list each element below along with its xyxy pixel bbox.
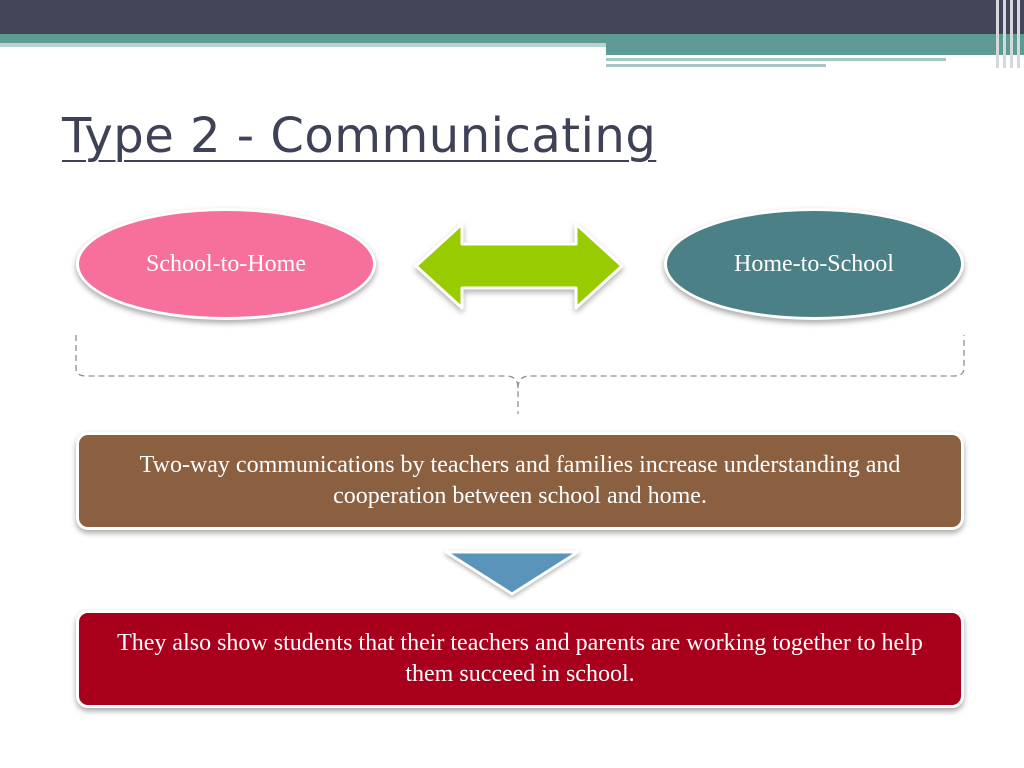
home-to-school-node	[664, 208, 964, 320]
down-arrow-icon	[440, 548, 584, 600]
dashed-bracket	[70, 330, 970, 420]
school-to-home-label: School-to-Home	[146, 250, 306, 277]
two-way-communication-text: Two-way communications by teachers and families increase understanding and cooperation between school and home.	[139, 452, 901, 509]
students-benefit-text: They also show students that their teachers and parents are working together to help them succeed in school.	[117, 630, 923, 687]
header-decoration	[0, 0, 1024, 72]
students-benefit-box	[76, 610, 964, 708]
two-way-communication-box	[76, 432, 964, 530]
page-title: Type 2 - Communicating	[62, 108, 657, 164]
double-arrow-icon	[408, 218, 634, 322]
home-to-school-label: Home-to-School	[734, 250, 894, 277]
school-to-home-node	[76, 208, 376, 320]
